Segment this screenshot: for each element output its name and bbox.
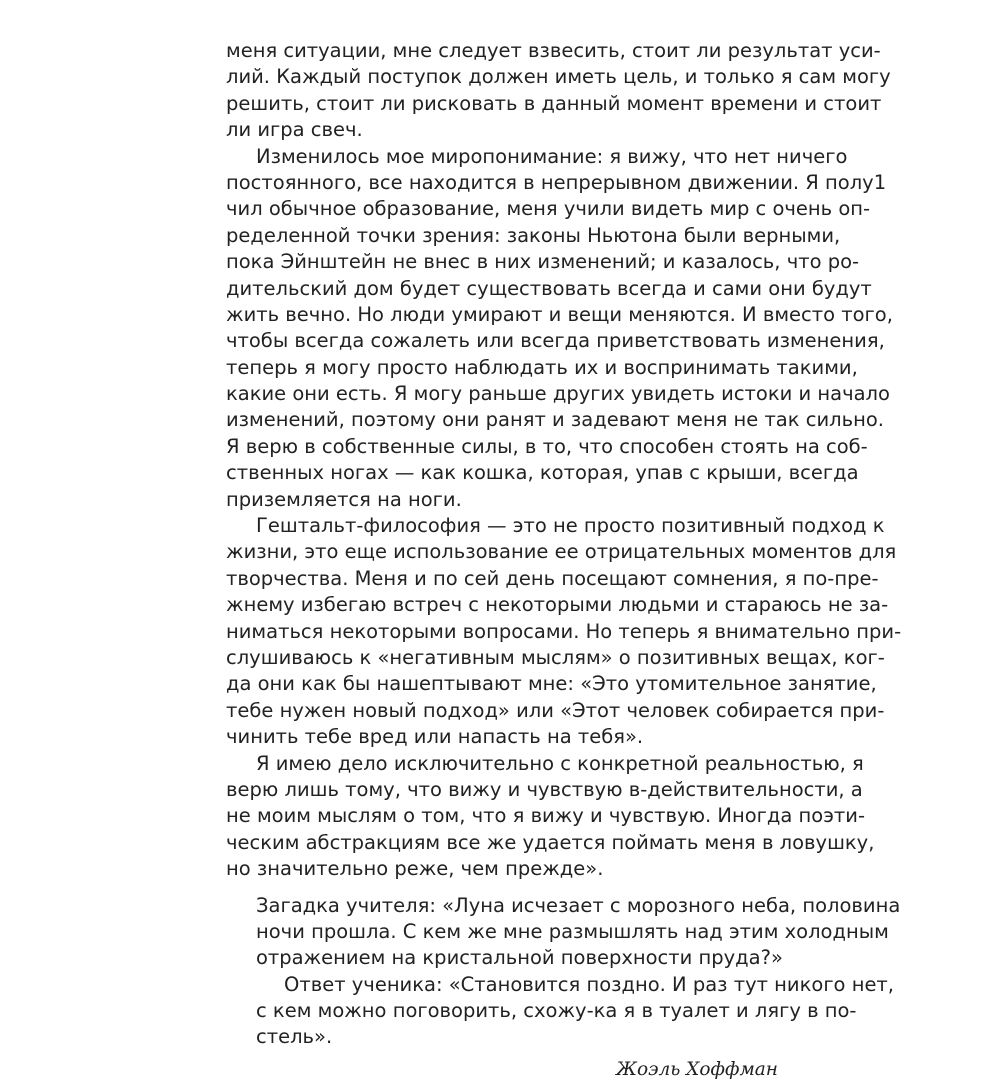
text-line: слушиваюсь к «негативным мыслям» о позитивных вещах, ког- (226, 645, 885, 669)
text-line: не моим мыслям о том, что я вижу и чувствую. Иногда поэти- (226, 804, 865, 828)
text-line: отражением на кристальной поверхности пруда?» (256, 946, 783, 970)
text-line: Я верю в собственные силы, в то, что способен стоять на соб- (226, 434, 868, 458)
text-line: ческим абстракциям все же удается поймать меня в ловушку, (226, 830, 875, 854)
text-line: постоянного, все находится в непрерывном движении. Я полу1 (226, 170, 887, 194)
epigraph (226, 893, 901, 1083)
text-line: ночи прошла. С кем же мне размышлять над этим холодным (256, 919, 889, 943)
text-line: приземляется на ноги. (226, 487, 462, 511)
text-line: изменений, поэтому они ранят и задевают меня не так сильно. (226, 408, 884, 432)
text-line: дительский дом будет существовать всегда и сами они будут (226, 276, 872, 300)
text-line: лий. Каждый поступок должен иметь цель, и только я сам могу (226, 65, 891, 89)
text-line: ственных ногах — как кошка, которая, упав с крыши, всегда (226, 461, 859, 485)
paragraph (226, 751, 875, 883)
paragraph (226, 38, 891, 144)
text-line: с кем можно поговорить, схожу-ка я в туалет и лягу в по- (256, 999, 857, 1023)
text-line: Я имею дело исключительно с конкретной реальностью, я (256, 751, 864, 775)
text-line: какие они есть. Я могу раньше других увидеть истоки и начало (226, 382, 890, 406)
text-line: ли игра свеч. (226, 118, 363, 142)
text-line: решить, стоит ли рисковать в данный момент времени и стоит (226, 91, 882, 115)
text-line: да они как бы нашептывают мне: «Это утомительное занятие, (226, 672, 877, 696)
text-line: стель». (256, 1025, 333, 1049)
paragraph (226, 144, 893, 513)
text-line: тебе нужен новый подход» или «Этот человек собирается при- (226, 698, 885, 722)
text-line: меня ситуации, мне следует взвесить, стоит ли результат уси- (226, 39, 881, 62)
text-line: теперь я могу просто наблюдать их и воспринимать такими, (226, 355, 858, 379)
text-line: чинить тебе вред или напасть на тебя». (226, 725, 644, 749)
text-line: но значительно реже, чем прежде». (226, 857, 604, 881)
text-line: Ответ ученика: «Становится поздно. И раз тут никого нет, (284, 972, 894, 996)
text-line: Гештальт-философия — это не просто позитивный подход к (256, 514, 885, 538)
text-line: творчества. Меня и по сей день посещают сомнения, я по-пре- (226, 566, 879, 590)
answer (226, 972, 894, 1051)
epigraph-author: Жоэль Хоффман (616, 1058, 778, 1080)
book-page (226, 38, 902, 1083)
paragraph (226, 513, 902, 751)
text-line: Загадка учителя: «Луна исчезает с морозного неба, половина (256, 893, 901, 917)
text-line: ниматься некоторыми вопросами. Но теперь я внимательно при- (226, 619, 902, 643)
text-line: жизни, это еще использование ее отрицательных моментов для (226, 540, 897, 564)
text-line: чил обычное образование, меня учили видеть мир с очень оп- (226, 197, 871, 221)
text-line: ределенной точки зрения: законы Ньютона были верными, (226, 223, 841, 247)
section-gap (226, 883, 778, 893)
text-line: жнему избегаю встреч с некоторыми людьми и стараюсь не за- (226, 593, 889, 617)
text-line: верю лишь тому, что вижу и чувствую в-действительности, а (226, 777, 863, 801)
text-line: Изменилось мое миропонимание: я вижу, что нет ничего (256, 144, 848, 168)
text-line: чтобы всегда сожалеть или всегда приветствовать изменения, (226, 329, 885, 353)
text-line: жить вечно. Но люди умирают и вещи меняются. И вместо того, (226, 302, 893, 326)
text-line: пока Эйнштейн не внес в них изменений; и казалось, что ро- (226, 250, 860, 274)
riddle (226, 893, 901, 972)
